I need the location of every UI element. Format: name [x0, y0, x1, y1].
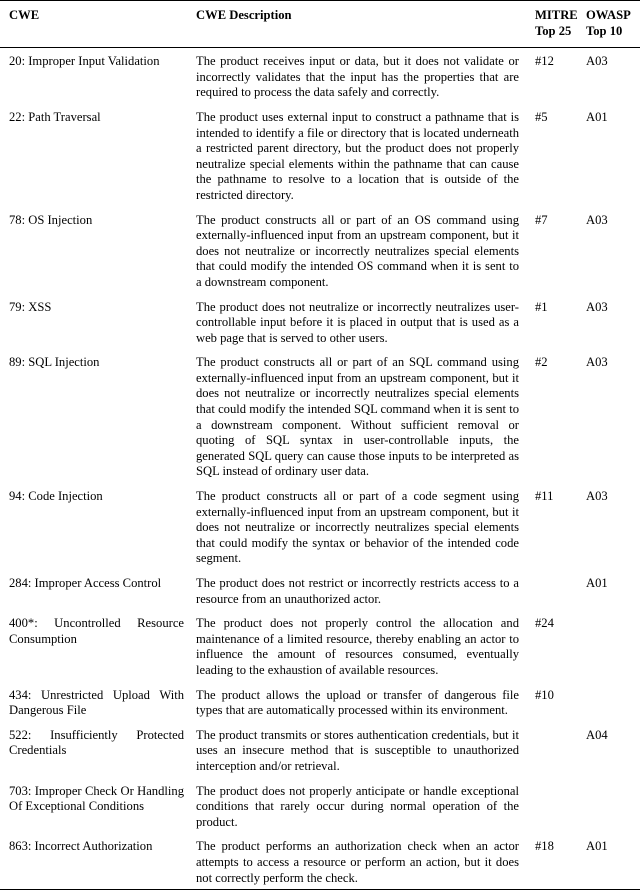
header-cwe: CWE: [9, 8, 40, 22]
owasp-category: A03: [586, 212, 608, 227]
owasp-category: A03: [586, 355, 608, 370]
table-row: [0, 294, 640, 350]
cwe-id: 434: Unrestricted Upload With Dangerous File: [9, 687, 184, 718]
table-row: [0, 207, 640, 294]
mitre-rank: #24: [535, 616, 554, 631]
table-body: [0, 48, 640, 890]
cwe-id: 284: Improper Access Control: [9, 576, 162, 590]
table-row: [0, 610, 640, 681]
cwe-id: 94: Code Injection: [9, 489, 103, 504]
cwe-description: The product performs an authorization check when an actor attempts to access a resource or perform an action, but it does not correctly perform the check.: [196, 839, 519, 885]
table-row: [0, 349, 640, 483]
mitre-rank: #18: [535, 839, 554, 854]
cwe-id: 522: Insufficiently Protected Credentials: [9, 727, 184, 758]
owasp-category: A01: [586, 109, 608, 124]
owasp-category: A01: [586, 576, 608, 590]
table-header: [0, 1, 640, 48]
owasp-category: A04: [586, 727, 608, 742]
table-row: [0, 722, 640, 778]
owasp-category: [586, 682, 640, 722]
header-description: CWE Description: [196, 8, 292, 22]
owasp-category: [586, 778, 640, 834]
header-row: [0, 1, 640, 48]
cwe-id: 89: SQL Injection: [9, 355, 100, 370]
cwe-description: The product does not neutralize or incorrectly neutralizes user-controllable input before it is placed in output that is used as a web page that is served to other users.: [196, 299, 519, 345]
mitre-rank: [535, 570, 586, 610]
cwe-description: The product uses external input to construct a pathname that is intended to identify a file or directory that is located underneath a restricted parent directory, but the product does not properly neutralize special elements within the pathname that can cause the pathname to resolve to a location that is outside of the restricted directory.: [196, 109, 519, 202]
cwe-description: The product constructs all or part of an OS command using externally-influenced input from an upstream component, but it does not neutralize or incorrectly neutralizes special elements that could modify the intended OS command when it is sent to a downstream component.: [196, 212, 519, 289]
mitre-rank: #2: [535, 355, 548, 370]
owasp-category: A03: [586, 489, 608, 504]
owasp-category: A03: [586, 54, 608, 69]
table-row: [0, 833, 640, 889]
mitre-rank: #10: [535, 687, 554, 702]
cwe-id: 703: Improper Check Or Handling Of Exceptional Conditions: [9, 783, 184, 814]
owasp-category: [586, 610, 640, 681]
owasp-category: A03: [586, 299, 608, 314]
mitre-rank: #12: [535, 54, 554, 69]
mitre-rank: #11: [535, 489, 554, 504]
table-row: [0, 48, 640, 104]
cwe-description: The product constructs all or part of an SQL command using externally-influenced input from an upstream component, but it does not neutralize or incorrectly neutralizes special elements that could modify the intended SQL command when it is sent to a downstream component. Without sufficient removal or quoting of SQL syntax in user-controllable inputs, the generated SQL query can cause those inputs to be interpreted as SQL instead of ordinary user data.: [196, 355, 519, 479]
cwe-id: 22: Path Traversal: [9, 109, 101, 124]
mitre-rank: #7: [535, 212, 548, 227]
cwe-description: The product receives input or data, but it does not validate or incorrectly validates that the input has the properties that are required to process the data safely and correctly.: [196, 54, 519, 100]
table-row: [0, 682, 640, 722]
cwe-description: The product does not restrict or incorrectly restricts access to a resource from an unauthorized actor.: [196, 576, 519, 606]
cwe-description: The product does not properly anticipate or handle exceptional conditions that rarely occur during normal operation of the product.: [196, 783, 519, 829]
table-row: [0, 483, 640, 570]
mitre-rank: #1: [535, 299, 548, 314]
table-row: [0, 570, 640, 610]
cwe-description: The product allows the upload or transfer of dangerous file types that are automatically processed within its environment.: [196, 687, 519, 718]
mitre-rank: [535, 722, 586, 778]
cwe-id: 20: Improper Input Validation: [9, 54, 160, 69]
mitre-rank: [535, 778, 586, 834]
header-owasp: OWASP Top 10: [586, 8, 631, 38]
table-row: [0, 104, 640, 207]
cwe-id: 863: Incorrect Authorization: [9, 839, 153, 854]
cwe-id: 400*: Uncontrolled Resource Consumption: [9, 616, 184, 646]
owasp-category: A01: [586, 839, 608, 854]
table-row: [0, 778, 640, 834]
cwe-id: 79: XSS: [9, 299, 52, 314]
cwe-description: The product transmits or stores authentication credentials, but it uses an insecure method that is susceptible to unauthorized interception and/or retrieval.: [196, 727, 519, 773]
cwe-description: The product constructs all or part of a code segment using externally-influenced input from an upstream component, but it does not neutralize or incorrectly neutralizes special elements that could modify the syntax or behavior of the intended code segment.: [196, 489, 519, 566]
cwe-id: 78: OS Injection: [9, 212, 93, 227]
header-mitre: MITRE Top 25: [535, 8, 578, 38]
mitre-rank: #5: [535, 109, 548, 124]
cwe-description: The product does not properly control the allocation and maintenance of a limited resource, thereby enabling an actor to influence the amount of resources consumed, eventually leading to the exhaustion of available resources.: [196, 616, 519, 677]
